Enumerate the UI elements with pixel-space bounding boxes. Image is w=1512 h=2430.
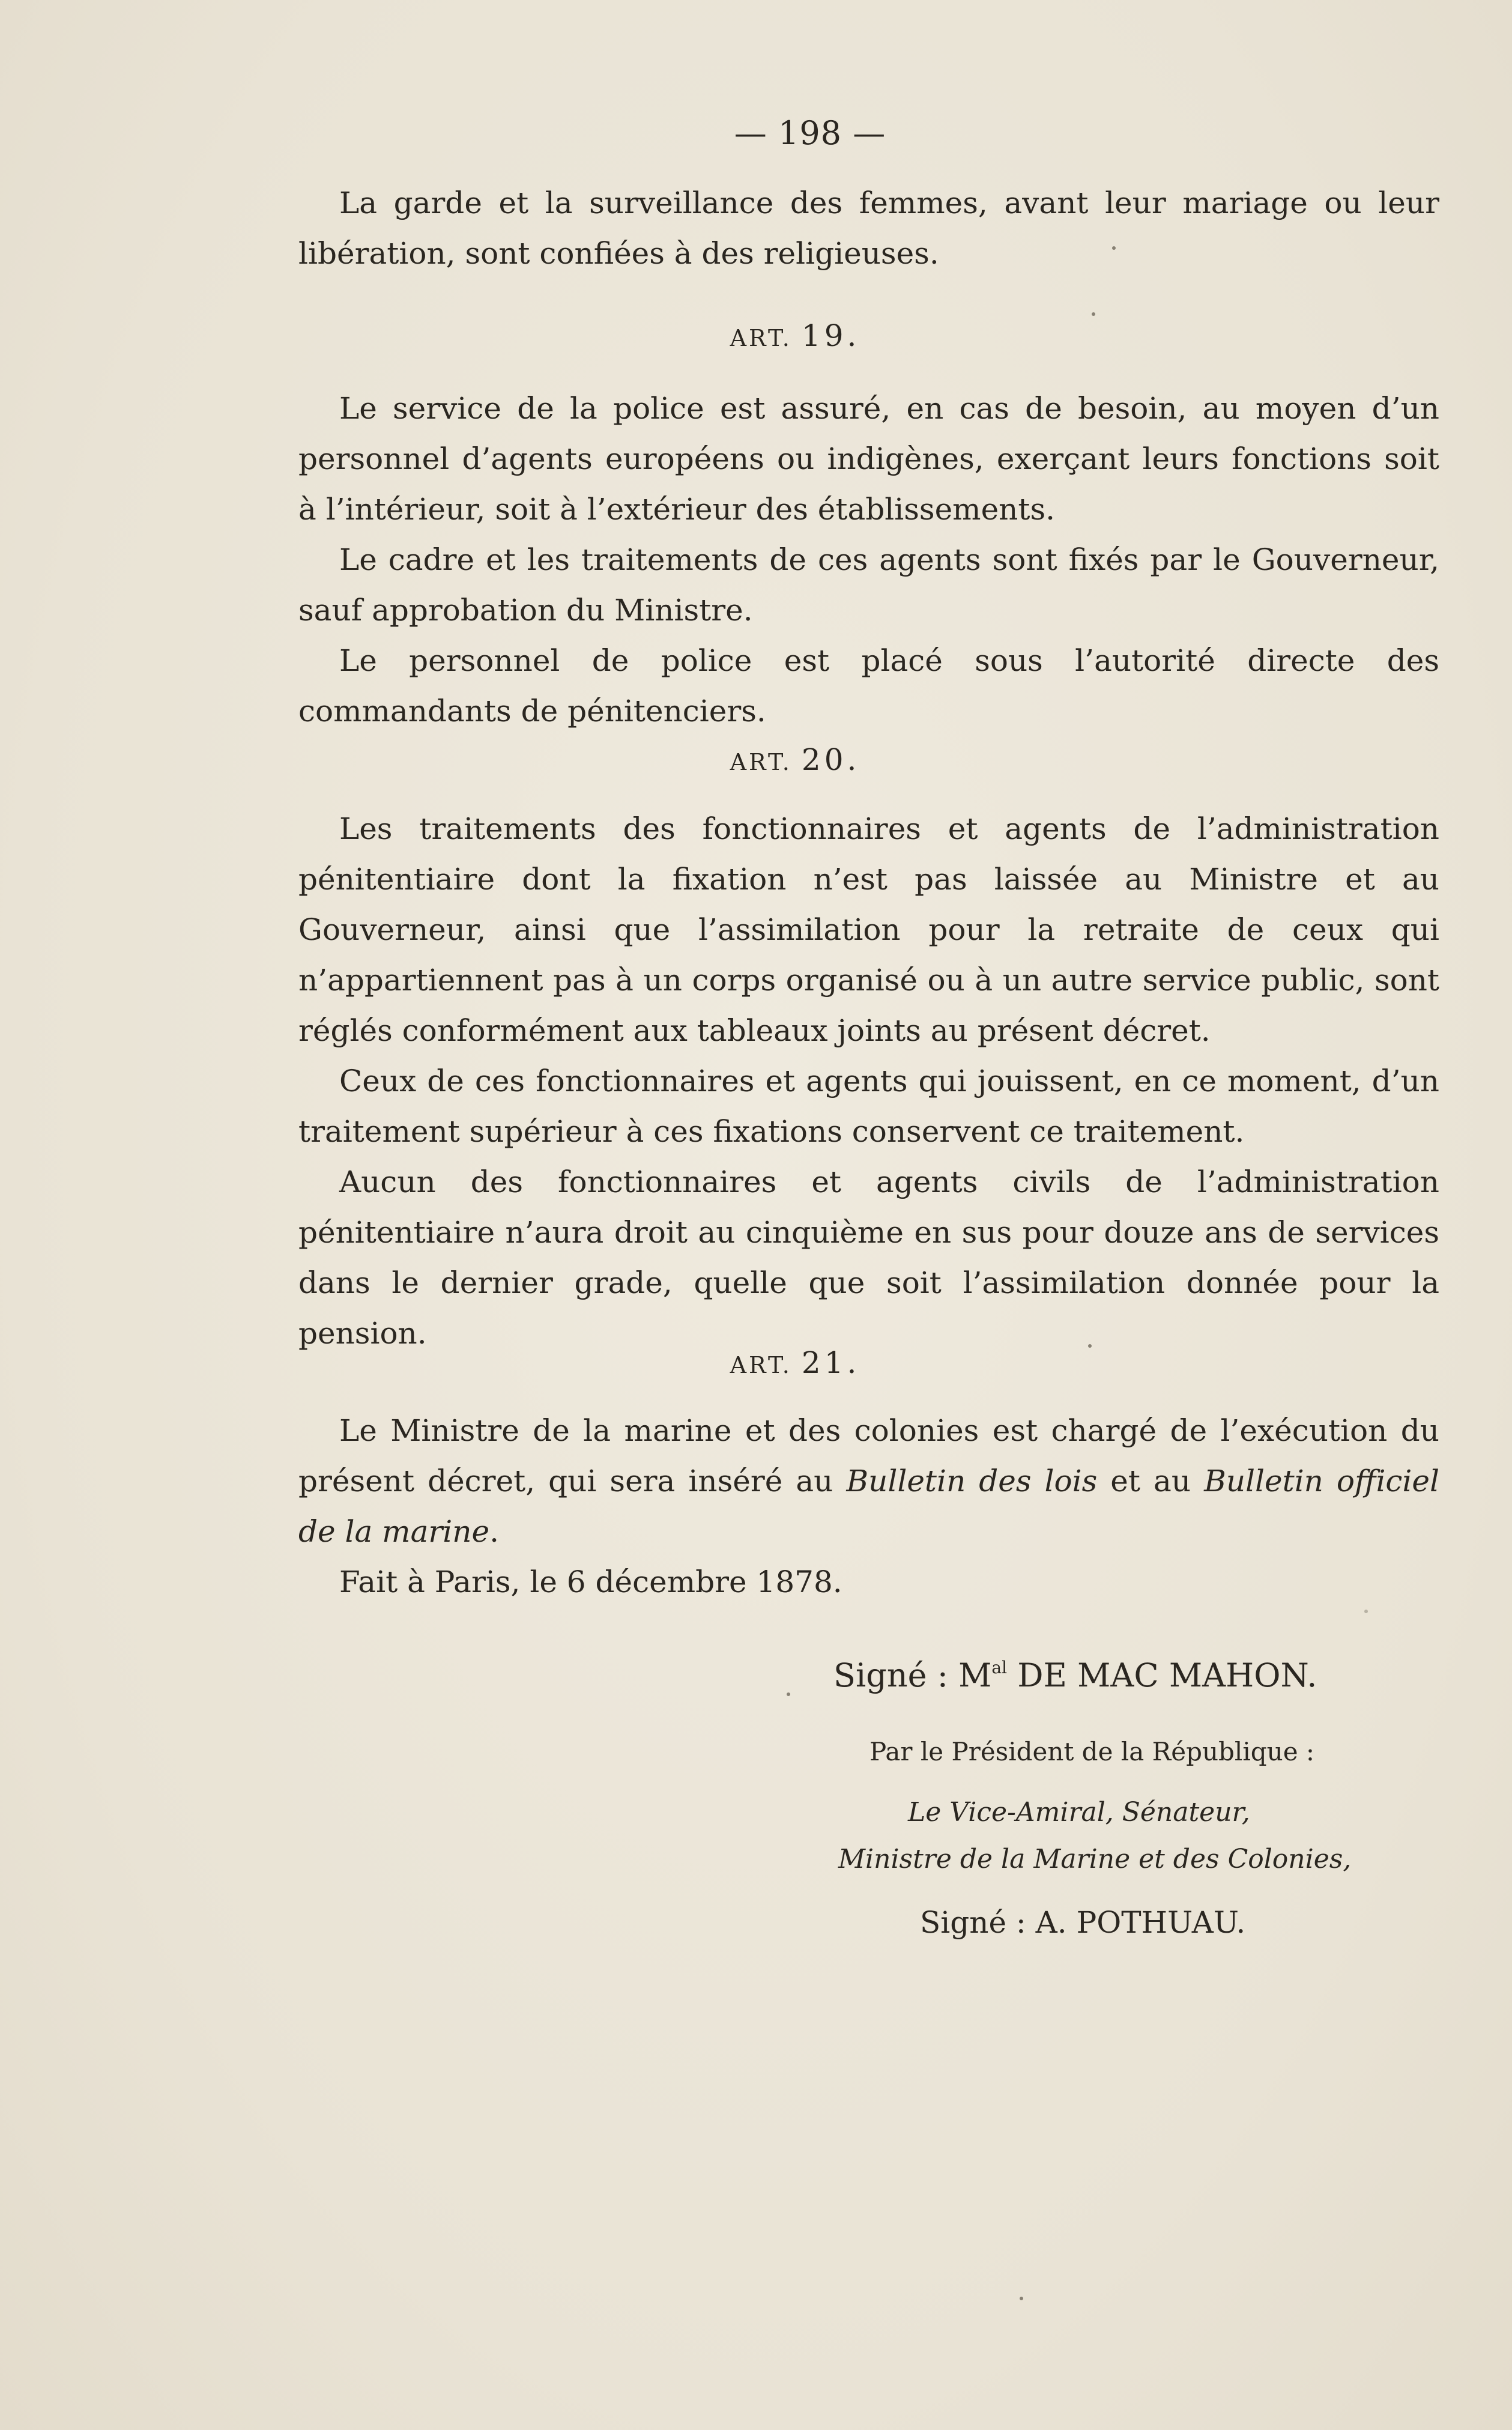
page-number: — 198 — xyxy=(734,114,886,152)
paragraph: La garde et la surveillance des femmes, avant leur mariage ou leur libération, sont confiées à des religieuses. xyxy=(298,186,1439,271)
scan-speck xyxy=(1364,1610,1368,1613)
article-heading-21 xyxy=(0,1345,1512,1380)
article-19-body xyxy=(298,383,1439,736)
article-number: 20. xyxy=(801,742,860,777)
article-number: 21. xyxy=(801,1345,860,1380)
scan-speck xyxy=(1092,312,1095,316)
ministre-line: Ministre de la Marine et des Colonies, xyxy=(838,1844,1352,1874)
scan-speck xyxy=(787,1692,790,1696)
fait-a-paris: Fait à Paris, le 6 décembre 1878. xyxy=(339,1565,842,1599)
bulletin-officiel: Bulletin officiel de la marine xyxy=(298,1464,1440,1549)
scan-speck xyxy=(1020,2297,1023,2300)
vice-amiral-line: Le Vice-Amiral, Sénateur, xyxy=(908,1797,1250,1828)
signature-prefix: Signé : M xyxy=(833,1656,992,1694)
article-label: ART. xyxy=(730,1352,792,1378)
par-le-president: Par le Président de la République : xyxy=(869,1737,1315,1766)
signature-name: DE MAC MAHON. xyxy=(1007,1656,1317,1694)
text-run: et au xyxy=(1097,1464,1205,1498)
paragraph xyxy=(298,1405,1439,1557)
article-heading-20 xyxy=(0,742,1512,777)
paragraph: Aucun des fonctionnaires et agents civils de l’administration pénitentiaire n’aura droit au cinquième en sus pour douze ans de services dans le dernier grade, quelle que soit l’assimilation donnée pour la pension. xyxy=(298,1165,1439,1351)
article-label: ART. xyxy=(730,749,792,775)
scan-speck xyxy=(1112,246,1116,250)
scan-speck xyxy=(1088,1344,1092,1348)
article-21-body xyxy=(298,1405,1439,1607)
signature-mac-mahon xyxy=(833,1656,1317,1694)
paragraph: Le cadre et les traitements de ces agents sont fixés par le Gouverneur, sauf approbation du Ministre. xyxy=(298,542,1439,628)
text-block-top xyxy=(298,178,1439,279)
article-heading-19 xyxy=(0,318,1512,353)
paragraph: Ceux de ces fonctionnaires et agents qui jouissent, en ce moment, d’un traitement supérieur à ces fixations conservent ce traitement. xyxy=(298,1064,1439,1149)
text-run: . xyxy=(489,1514,499,1549)
paragraph: Le personnel de police est placé sous l’autorité directe des commandants de pénitenciers. xyxy=(298,643,1439,729)
bulletin-des-lois: Bulletin des lois xyxy=(846,1464,1098,1498)
article-number: 19. xyxy=(801,318,860,353)
article-20-body xyxy=(298,804,1439,1359)
text-run: Le Ministre de la marine et des colonies est chargé de l’exécution du présent décret, qui sera inséré au xyxy=(298,1413,1439,1498)
article-label: ART. xyxy=(730,325,792,351)
signature-superscript: al xyxy=(991,1658,1008,1677)
signature-pothuau: Signé : A. POTHUAU. xyxy=(920,1905,1246,1940)
paragraph: Le service de la police est assuré, en cas de besoin, au moyen d’un personnel d’agents européens ou indigènes, exerçant leurs fonctions soit à l’intérieur, soit à l’extérieur des établissements. xyxy=(298,391,1439,527)
paragraph: Les traitements des fonctionnaires et agents de l’administration pénitentiaire dont la fixation n’est pas laissée au Ministre et au Gouverneur, ainsi que l’assimilation pour la retraite de ceux qui n’appartiennent pas à un corps organisé ou à un autre service public, sont réglés conformément aux tableaux joints au présent décret. xyxy=(298,811,1439,1048)
